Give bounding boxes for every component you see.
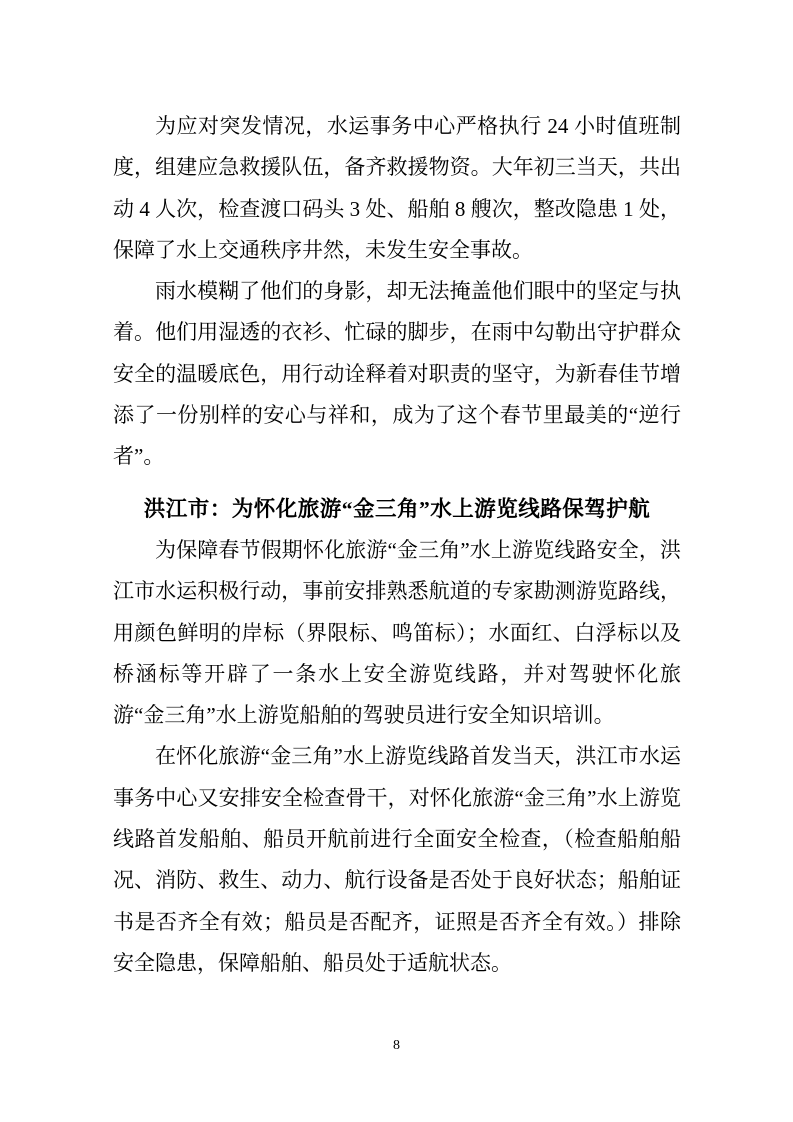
paragraph-route-preparation: 为保障春节假期怀化旅游“金三角”水上游览线路安全，洪江市水运积极行动，事前安排熟悉航道的专家勘测游览路线，用颜色鲜明的岸标（界限标、鸣笛标）；水面红、白浮标以及桥涵标等开辟了一条水上安全游览线路，并对驾驶怀化旅游“金三角”水上游览船舶的驾驶员进行安全知识培训。 — [113, 537, 681, 728]
section-heading-hongjiang: 洪江市：为怀化旅游“金三角”水上游览线路保驾护航 — [143, 496, 651, 521]
paragraph-rain-tribute: 雨水模糊了他们的身影，却无法掩盖他们眼中的坚定与执着。他们用湿透的衣衫、忙碌的脚步，在雨中勾勒出守护群众安全的温暖底色，用行动诠释着对职责的坚守，为新春佳节增添了一份别样的安心与祥和，成为了这个春节里最美的“逆行者”。 — [113, 279, 681, 469]
paragraph-safety-inspection: 在怀化旅游“金三角”水上游览线路首发当天，洪江市水运事务中心又安排安全检查骨干，对怀化旅游“金三角”水上游览线路首发船舶、船员开航前进行全面安全检查，（检查船舶船况、消防、救生、动力、航行设备是否处于良好状态；船舶证书是否齐全有效；船员是否配齐，证照是否齐全有效。）排除安全隐患，保障船舶、船员处于适航状态。 — [113, 744, 681, 975]
paragraph-duty-system: 为应对突发情况，水运事务中心严格执行 24 小时值班制度，组建应急救援队伍，备齐救援物资。大年初三当天，共出动 4 人次，检查渡口码头 3 处、船舶 8 艘次，整改隐患 1 处，保障了水上交通秩序井然，未发生安全事故。 — [113, 114, 681, 262]
page-number: 8 — [393, 1038, 400, 1053]
document-content — [113, 106, 681, 984]
